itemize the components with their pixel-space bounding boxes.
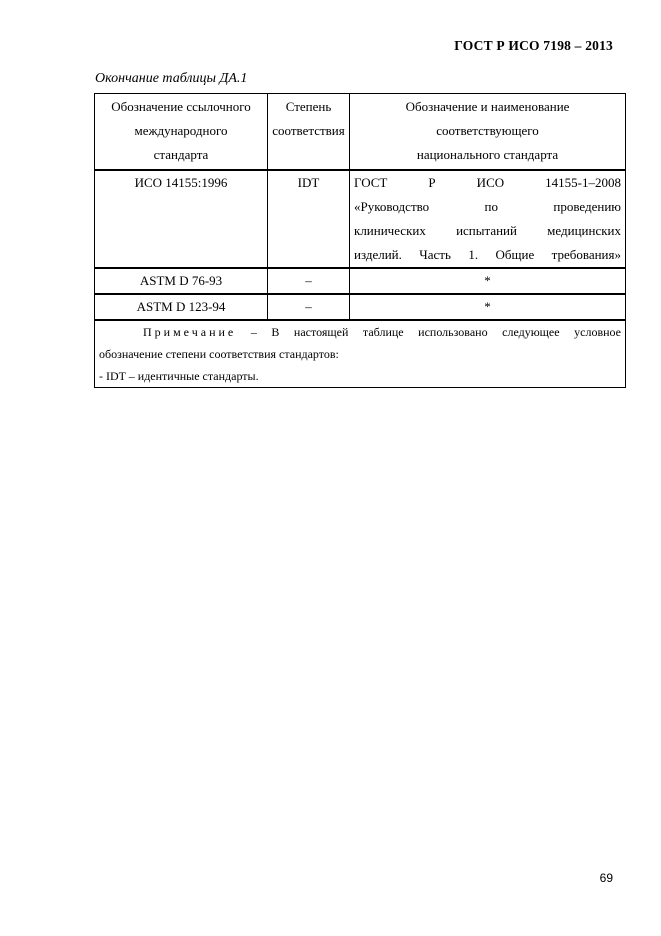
column-header-degree: Степень соответствия bbox=[268, 94, 350, 171]
column-header-reference-standard: Обозначение ссылочного международного стандарта bbox=[95, 94, 268, 171]
table-note-row bbox=[95, 320, 626, 388]
note-label: Примечание bbox=[143, 325, 237, 339]
reference-standard-cell: ASTM D 76-93 bbox=[95, 268, 268, 294]
note-text-line3: - IDT – идентичные стандарты. bbox=[99, 369, 259, 383]
page-number: 69 bbox=[599, 871, 613, 885]
table-note bbox=[95, 320, 626, 388]
standards-correspondence-table bbox=[94, 93, 626, 388]
national-standard-cell: * bbox=[350, 268, 626, 294]
note-text-line2: обозначение степени соответствия стандартов: bbox=[99, 347, 339, 361]
table-row bbox=[95, 170, 626, 268]
degree-cell: – bbox=[268, 294, 350, 320]
document-id-header: ГОСТ Р ИСО 7198 – 2013 bbox=[454, 38, 613, 53]
table-caption: Окончание таблицы ДА.1 bbox=[95, 71, 248, 86]
note-text-line1: – В настоящей таблице использовано следующее условное bbox=[250, 325, 622, 339]
national-standard-cell: ГОСТ Р ИСО 14155-1–2008 «Руководство по проведению клинических испытаний медицинских изделий. Часть 1. Общие требования» bbox=[350, 170, 626, 268]
table-header-row bbox=[95, 94, 626, 171]
degree-cell: IDT bbox=[268, 170, 350, 268]
reference-standard-cell: ИСО 14155:1996 bbox=[95, 170, 268, 268]
table-row bbox=[95, 294, 626, 320]
column-header-national-standard: Обозначение и наименование соответствующего национального стандарта bbox=[350, 94, 626, 171]
reference-standard-cell: ASTM D 123-94 bbox=[95, 294, 268, 320]
degree-cell: – bbox=[268, 268, 350, 294]
table-row bbox=[95, 268, 626, 294]
national-standard-cell: * bbox=[350, 294, 626, 320]
